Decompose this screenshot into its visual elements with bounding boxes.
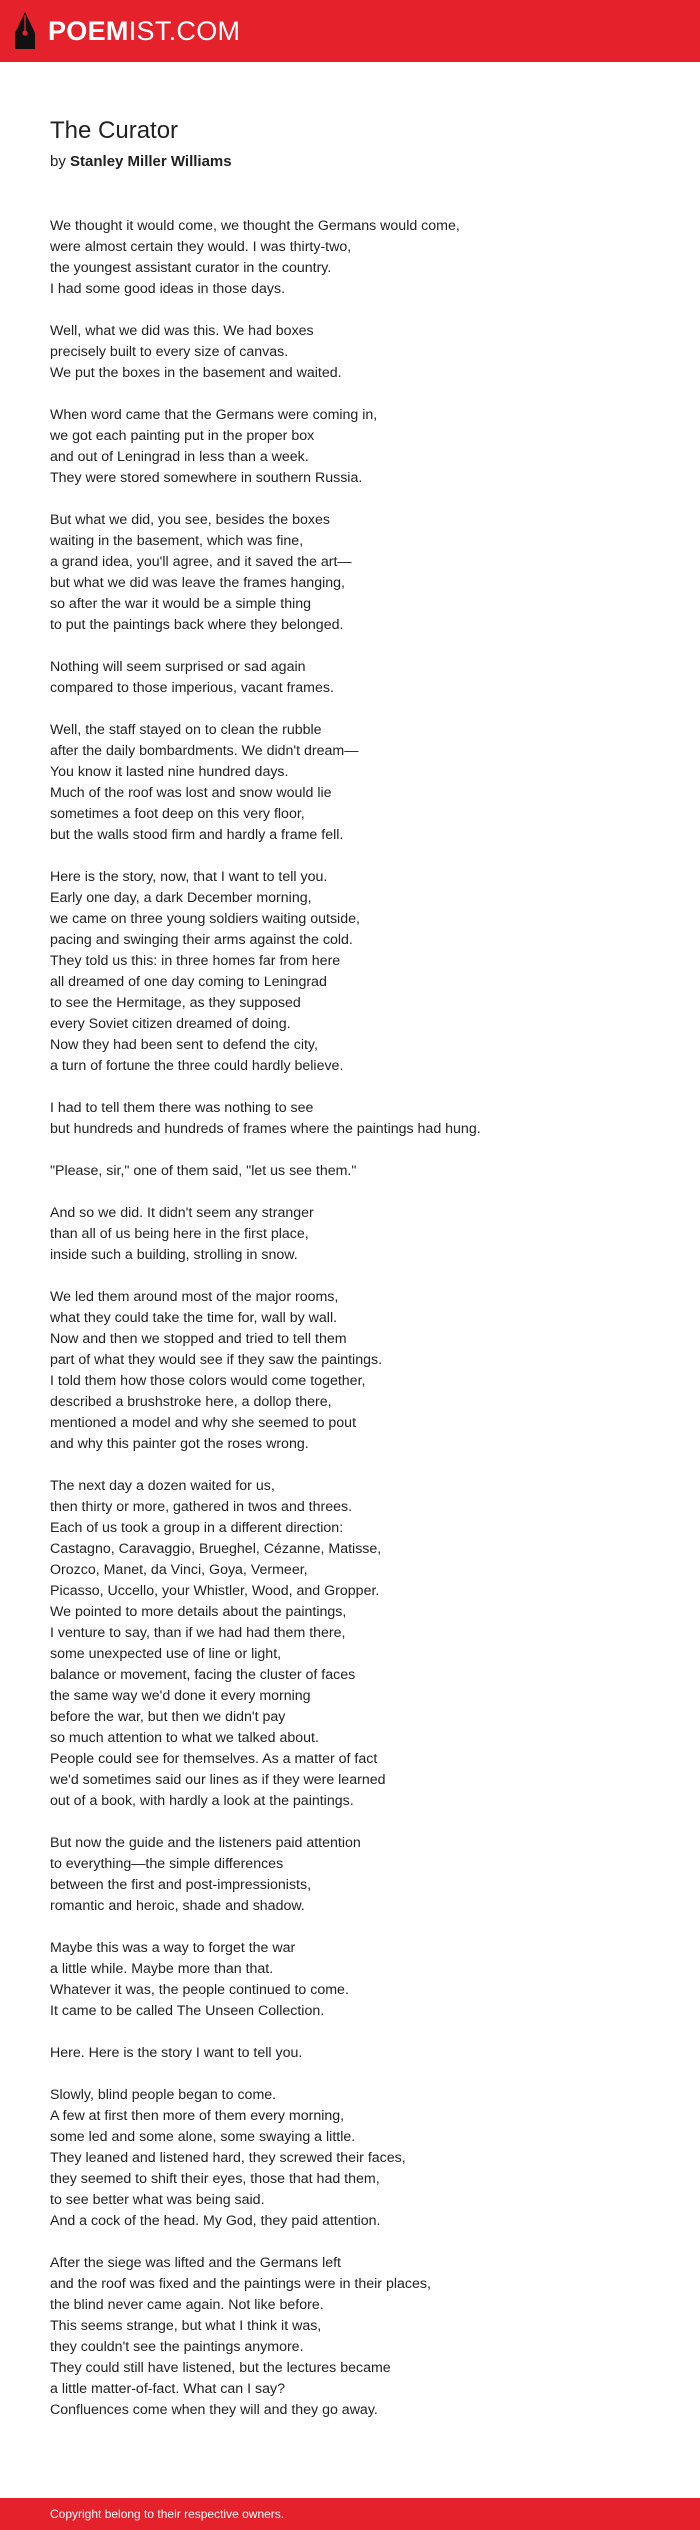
poem-line: out of a book, with hardly a look at the paintings. (50, 1793, 354, 1809)
poem-byline (50, 150, 660, 174)
poem-line: to see the Hermitage, as they supposed (50, 995, 301, 1011)
by-label: by (50, 153, 66, 170)
pen-nib-icon (14, 11, 36, 51)
poem-line: and the roof was fixed and the paintings were in their places, (50, 2276, 431, 2292)
poem-line: romantic and heroic, shade and shadow. (50, 1898, 305, 1914)
poem-line: part of what they would see if they saw the paintings. (50, 1352, 383, 1368)
poem-line: sometimes a foot deep on this very floor, (50, 806, 305, 822)
poem-line: We thought it would come, we thought the Germans would come, (50, 218, 460, 234)
poem-line: compared to those imperious, vacant frames. (50, 680, 334, 696)
stanza (50, 2253, 660, 2421)
poem-line: Much of the roof was lost and snow would lie (50, 785, 332, 801)
stanza (50, 2085, 660, 2232)
poem-line: After the siege was lifted and the Germans left (50, 2255, 341, 2271)
poem-line: Orozco, Manet, da Vinci, Goya, Vermeer, (50, 1562, 308, 1578)
poem-line: but the walls stood firm and hardly a frame fell. (50, 827, 344, 843)
poem-line: Nothing will seem surprised or sad again (50, 659, 306, 675)
poem-line: Well, what we did was this. We had boxes (50, 323, 314, 339)
stanza (50, 321, 660, 384)
poem-line: Confluences come when they will and they go away. (50, 2402, 378, 2418)
poem-line: a little while. Maybe more than that. (50, 1961, 274, 1977)
poem-line: I venture to say, than if we had had them there, (50, 1625, 346, 1641)
poem-line: the blind never came again. Not like before. (50, 2297, 324, 2313)
stanza (50, 1203, 660, 1266)
poem-line: described a brushstroke here, a dollop there, (50, 1394, 332, 1410)
poem-line: so after the war it would be a simple thing (50, 596, 312, 612)
poem-line: inside such a building, strolling in snow. (50, 1247, 298, 1263)
poem-line: We put the boxes in the basement and waited. (50, 365, 342, 381)
brand-name-light: IST.COM (128, 16, 241, 46)
stanza (50, 2043, 660, 2064)
poem-line: some led and some alone, some swaying a little. (50, 2129, 356, 2145)
poem-line: They told us this: in three homes far from here (50, 953, 341, 969)
poem-line: precisely built to every size of canvas. (50, 344, 289, 360)
poem-line: They were stored somewhere in southern Russia. (50, 470, 363, 486)
stanza (50, 1161, 660, 1182)
stanza (50, 216, 660, 300)
poem-line: but what we did was leave the frames hanging, (50, 575, 345, 591)
brand-name-bold: POEM (48, 16, 129, 46)
poem-line: a little matter-of-fact. What can I say? (50, 2381, 285, 2397)
stanza (50, 1938, 660, 2022)
stanza (50, 405, 660, 489)
poem-line: Here. Here is the story I want to tell you. (50, 2045, 303, 2061)
poem-line: before the war, but then we didn't pay (50, 1709, 286, 1725)
poem-line: Each of us took a group in a different direction: (50, 1520, 344, 1536)
stanza (50, 1476, 660, 1812)
poem-line: You know it lasted nine hundred days. (50, 764, 289, 780)
stanza (50, 1833, 660, 1917)
poem-content (50, 112, 660, 2442)
poem-line: The next day a dozen waited for us, (50, 1478, 275, 1494)
poem-body (50, 216, 660, 2421)
site-logo[interactable] (14, 11, 240, 51)
poem-line: And a cock of the head. My God, they paid attention. (50, 2213, 381, 2229)
poem-line: and why this painter got the roses wrong. (50, 1436, 309, 1452)
poem-line: Whatever it was, the people continued to come. (50, 1982, 349, 1998)
poem-line: Here is the story, now, that I want to tell you. (50, 869, 328, 885)
poem-line: We led them around most of the major rooms, (50, 1289, 339, 1305)
poem-line: the same way we'd done it every morning (50, 1688, 311, 1704)
poem-line: pacing and swinging their arms against the cold. (50, 932, 353, 948)
poem-line: It came to be called The Unseen Collection. (50, 2003, 325, 2019)
poem-line: we'd sometimes said our lines as if they were learned (50, 1772, 386, 1788)
poem-line: than all of us being here in the first place, (50, 1226, 309, 1242)
poem-line: but hundreds and hundreds of frames where the paintings had hung. (50, 1121, 481, 1137)
poem-line: "Please, sir," one of them said, "let us see them." (50, 1163, 357, 1179)
poem-line: balance or movement, facing the cluster of faces (50, 1667, 356, 1683)
poem-line: Well, the staff stayed on to clean the rubble (50, 722, 322, 738)
poem-line: But what we did, you see, besides the boxes (50, 512, 330, 528)
poem-line: mentioned a model and why she seemed to pout (50, 1415, 357, 1431)
poem-line: then thirty or more, gathered in twos and threes. (50, 1499, 353, 1515)
poem-line: to everything—the simple differences (50, 1856, 284, 1872)
site-footer (0, 2498, 700, 2530)
poem-line: so much attention to what we talked about. (50, 1730, 319, 1746)
poem-line: after the daily bombardments. We didn't dream— (50, 743, 359, 759)
poem-line: they couldn't see the paintings anymore. (50, 2339, 304, 2355)
poem-line: Now they had been sent to defend the city, (50, 1037, 318, 1053)
poem-line: When word came that the Germans were coming in, (50, 407, 378, 423)
poem-author[interactable]: Stanley Miller Williams (70, 153, 232, 170)
copyright-notice: Copyright belong to their respective owners. (50, 2507, 285, 2521)
poem-line: between the first and post-impressionists, (50, 1877, 312, 1893)
poem-line: to see better what was being said. (50, 2192, 265, 2208)
poem-line: Slowly, blind people began to come. (50, 2087, 277, 2103)
poem-line: what they could take the time for, wall by wall. (50, 1310, 338, 1326)
poem-line: I had to tell them there was nothing to see (50, 1100, 314, 1116)
poem-line: This seems strange, but what I think it was, (50, 2318, 322, 2334)
poem-line: But now the guide and the listeners paid attention (50, 1835, 361, 1851)
poem-line: they seemed to shift their eyes, those that had them, (50, 2171, 380, 2187)
poem-line: Picasso, Uccello, your Whistler, Wood, and Gropper. (50, 1583, 380, 1599)
poem-line: every Soviet citizen dreamed of doing. (50, 1016, 291, 1032)
poem-line: We pointed to more details about the paintings, (50, 1604, 347, 1620)
poem-line: we got each painting put in the proper box (50, 428, 315, 444)
poem-line: Castagno, Caravaggio, Brueghel, Cézanne, Matisse, (50, 1541, 382, 1557)
stanza (50, 867, 660, 1077)
poem-line: all dreamed of one day coming to Leningrad (50, 974, 327, 990)
poem-line: we came on three young soldiers waiting outside, (50, 911, 360, 927)
poem-line: They could still have listened, but the lectures became (50, 2360, 391, 2376)
poem-line: to put the paintings back where they belonged. (50, 617, 344, 633)
poem-line: Maybe this was a way to forget the war (50, 1940, 296, 1956)
poem-line: a grand idea, you'll agree, and it saved the art— (50, 554, 352, 570)
poem-line: waiting in the basement, which was fine, (50, 533, 304, 549)
poem-line: A few at first then more of them every morning, (50, 2108, 345, 2124)
poem-line: some unexpected use of line or light, (50, 1646, 282, 1662)
poem-line: and out of Leningrad in less than a week. (50, 449, 309, 465)
poem-line: I told them how those colors would come together, (50, 1373, 366, 1389)
poem-title: The Curator (50, 117, 179, 144)
site-header (0, 0, 700, 62)
poem-line: And so we did. It didn't seem any stranger (50, 1205, 314, 1221)
stanza (50, 657, 660, 699)
stanza (50, 1098, 660, 1140)
stanza (50, 510, 660, 636)
poem-line: They leaned and listened hard, they screwed their faces, (50, 2150, 406, 2166)
poem-line: Early one day, a dark December morning, (50, 890, 312, 906)
poem-line: a turn of fortune the three could hardly believe. (50, 1058, 344, 1074)
poem-line: I had some good ideas in those days. (50, 281, 286, 297)
stanza (50, 1287, 660, 1455)
poem-line: Now and then we stopped and tried to tell them (50, 1331, 347, 1347)
site-brand (48, 11, 240, 51)
poem-line: People could see for themselves. As a matter of fact (50, 1751, 378, 1767)
stanza (50, 720, 660, 846)
poem-line: the youngest assistant curator in the country. (50, 260, 332, 276)
poem-line: were almost certain they would. I was thirty-two, (50, 239, 352, 255)
